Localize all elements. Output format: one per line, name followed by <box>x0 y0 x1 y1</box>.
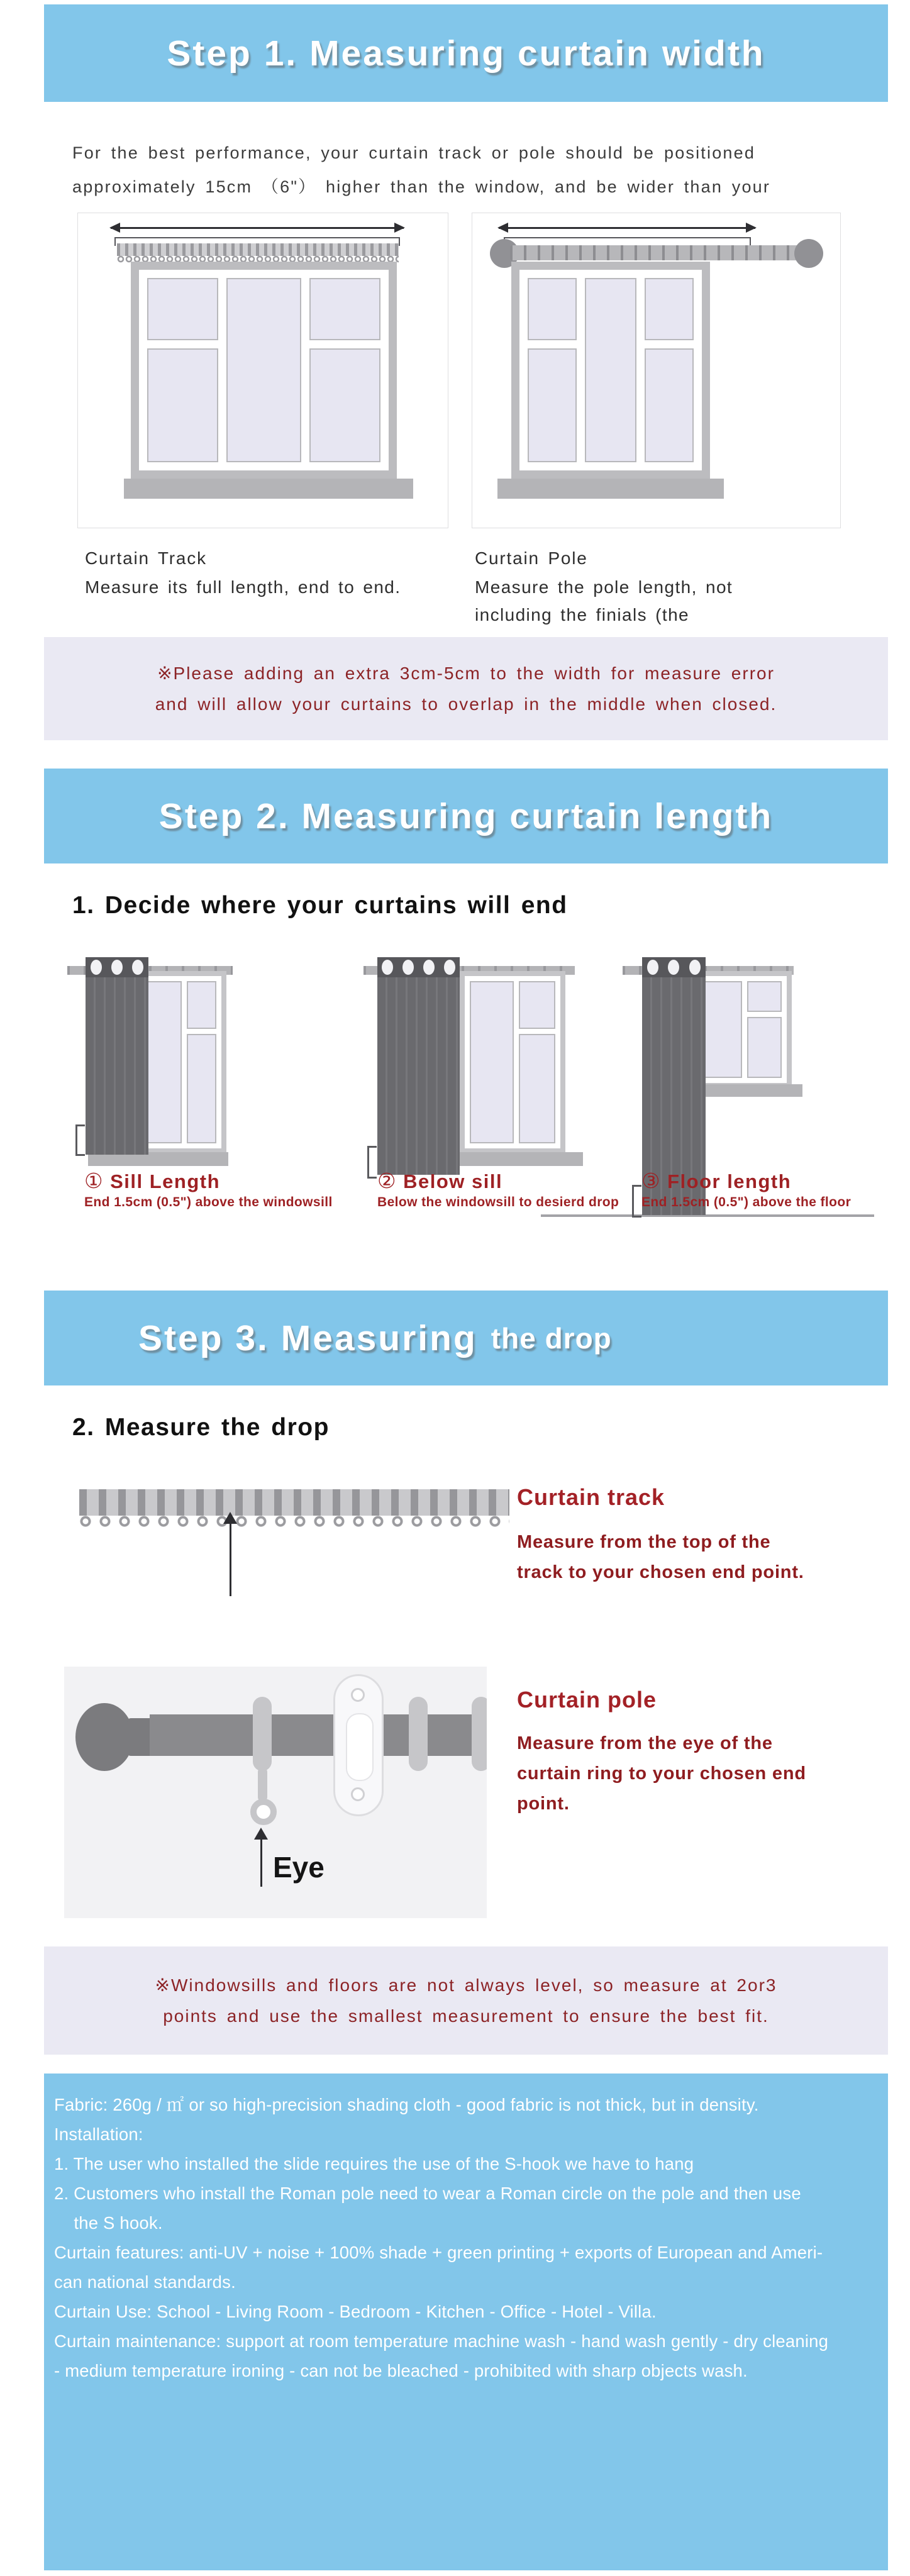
window-graphic <box>691 971 792 1088</box>
track-drop-title: Curtain track <box>517 1484 665 1510</box>
pole-caption-title: Curtain Pole <box>475 548 588 568</box>
footer-line: can national standards. <box>54 2272 236 2292</box>
step3-subheading: 2. Measure the drop <box>72 1414 330 1441</box>
footer-line: Curtain maintenance: support at room temperature machine wash - hand wash gently - dry cleaning <box>54 2331 829 2351</box>
footer-line: 1. The user who installed the slide requires the use of the S-hook we have to hang <box>54 2154 694 2174</box>
grommet-icon <box>423 960 435 975</box>
window-pane <box>585 278 636 462</box>
window-center-column <box>226 278 301 462</box>
footer-line: - medium temperature ironing - can not be bleached - prohibited with sharp objects wash. <box>54 2361 748 2380</box>
footer-line: Installation: <box>54 2124 143 2144</box>
track-caption-title: Curtain Track <box>85 548 207 568</box>
window-pane <box>528 348 577 462</box>
window-pane <box>187 1034 216 1143</box>
pole-drop-title: Curtain pole <box>517 1687 657 1713</box>
step3-header-band <box>44 1291 888 1385</box>
step2-header-band <box>44 769 888 863</box>
footer-line: Curtain Use: School - Living Room - Bedroom - Kitchen - Office - Hotel - Villa. <box>54 2302 657 2321</box>
step2-subheading: 1. Decide where your curtains will end <box>72 892 568 919</box>
eye-label: Eye <box>273 1851 325 1884</box>
curtain-ring <box>409 1697 428 1771</box>
floor-line <box>541 1214 874 1217</box>
eye-arrow-icon <box>254 1828 268 1840</box>
windowsill <box>497 479 724 499</box>
window-pane <box>187 981 216 1029</box>
curtain-pole-photo <box>64 1667 487 1918</box>
pole-bar <box>150 1714 487 1756</box>
grommet-icon <box>689 960 701 975</box>
window-pane <box>528 278 577 340</box>
footer-line: 2. Customers who install the Roman pole need to wear a Roman circle on the pole and then use <box>54 2184 801 2203</box>
pole-finial-right <box>794 239 823 268</box>
width-note-box <box>44 637 888 740</box>
grommet-icon <box>647 960 658 975</box>
grommet-icon <box>444 960 455 975</box>
footer-line: the S hook. <box>54 2213 163 2233</box>
measure-end-mark <box>632 1185 641 1218</box>
curtain-pole-diagram <box>472 213 841 528</box>
window-graphic <box>136 971 226 1153</box>
step1-intro-line2: approximately 15cm （6"） higher than the window, and be wider than your <box>72 177 771 196</box>
window-pane <box>747 1017 782 1078</box>
pole-finial <box>75 1703 133 1771</box>
option1-desc: End 1.5cm (0.5") above the windowsill <box>84 1195 333 1209</box>
width-arrow-icon <box>499 227 755 229</box>
step1-intro-line1: For the best performance, your curtain track or pole should be positioned <box>72 143 756 162</box>
curtain-track-graphic <box>79 1489 509 1516</box>
eye-arrow-line <box>260 1839 262 1887</box>
window-pane <box>645 278 694 340</box>
window-graphic <box>511 262 710 479</box>
level-note-box <box>44 1946 888 2055</box>
track-drop-desc-line2: track to your chosen end point. <box>517 1562 804 1582</box>
width-note-line1: ※Please adding an extra 3cm-5cm to the width for measure error <box>157 663 775 683</box>
grommet-icon <box>382 960 393 975</box>
window-pane <box>147 278 218 340</box>
width-arrow-icon <box>111 227 404 229</box>
measure-end-mark <box>367 1146 377 1179</box>
window-center-column <box>585 278 636 462</box>
window-pane <box>147 348 218 462</box>
curtain-grommet-strip <box>86 957 148 977</box>
option1-title: ① Sill Length <box>84 1169 221 1192</box>
up-arrow-line <box>230 1523 231 1596</box>
grommet-icon <box>111 960 123 975</box>
measure-end-mark <box>75 1124 85 1156</box>
track-caption-desc: Measure its full length, end to end. <box>85 577 401 597</box>
window-pane <box>747 981 782 1012</box>
level-note-line2: points and use the smallest measurement to ensure the best fit. <box>163 2006 769 2026</box>
window-pane <box>309 348 380 462</box>
window-pane <box>645 348 694 462</box>
footer-line: Fabric: 260g / ㎡ or so high-precision shading cloth - good fabric is not thick, but in density. <box>54 2095 759 2114</box>
windowsill <box>444 1152 583 1166</box>
curtain-pole-graphic <box>510 245 801 260</box>
pole-drop-desc-line3: point. <box>517 1794 570 1814</box>
grommet-icon <box>132 960 143 975</box>
grommet-icon <box>91 960 102 975</box>
window-pane <box>309 278 380 340</box>
curtain-track-graphic <box>117 243 399 256</box>
windowsill <box>124 479 413 499</box>
pole-drop-desc-line2: curtain ring to your chosen end <box>517 1763 806 1784</box>
curtain-grommet-strip <box>377 957 460 977</box>
bracket-slot <box>346 1713 374 1781</box>
track-hooks <box>79 1516 509 1528</box>
track-drop-desc-line1: Measure from the top of the <box>517 1532 771 1552</box>
grommet-icon <box>668 960 679 975</box>
pole-caption-desc-line2: including the finials (the <box>475 605 690 625</box>
measure-bracket <box>504 237 751 246</box>
footer-line: Curtain features: anti-UV + noise + 100% shade + green printing + exports of European and Ameri- <box>54 2243 823 2262</box>
bracket-screw <box>351 1688 365 1702</box>
option2-desc: Below the windowsill to desierd drop <box>377 1195 619 1209</box>
level-note-line1: ※Windowsills and floors are not always level, so measure at 2or3 <box>155 1975 777 1995</box>
grommet-icon <box>402 960 414 975</box>
width-note-line2: and will allow your curtains to overlap in the middle when closed. <box>155 694 777 714</box>
window-pane <box>470 981 514 1143</box>
window-graphic <box>460 971 565 1153</box>
option2-title: ② Below sill <box>377 1169 503 1192</box>
option3-desc: End 1.5cm (0.5") above the floor <box>641 1195 852 1209</box>
window-pane <box>519 981 555 1029</box>
step1-header-title: Step 1. Measuring curtain width <box>167 33 765 74</box>
curtain-ring <box>253 1697 272 1771</box>
step3-header-subtitle: the drop <box>491 1321 612 1355</box>
window-pane <box>226 278 301 462</box>
window-left-column <box>147 278 218 462</box>
option1-number: ① <box>84 1169 104 1192</box>
curtain-panel <box>377 957 460 1175</box>
product-details-box <box>44 2074 888 2570</box>
step1-header-band <box>44 4 888 102</box>
window-pane <box>147 981 182 1143</box>
option2-number: ② <box>377 1169 397 1192</box>
curtain-grommet-strip <box>642 957 706 977</box>
ring-tail <box>258 1767 267 1802</box>
window-right-column <box>645 278 694 462</box>
window-right-column <box>309 278 380 462</box>
pole-drop-desc-line1: Measure from the eye of the <box>517 1733 773 1753</box>
pole-caption-desc-line1: Measure the pole length, not <box>475 577 733 597</box>
curtain-track-diagram <box>77 213 448 528</box>
curtain-panel <box>86 957 148 1155</box>
curtain-ring <box>472 1697 487 1771</box>
option3-title: ③ Floor length <box>641 1169 792 1192</box>
bracket-screw <box>351 1787 365 1801</box>
step3-header-title: Step 3. Measuring <box>138 1318 477 1358</box>
window-pane <box>701 981 742 1078</box>
ring-eye <box>250 1799 277 1825</box>
step2-header-title: Step 2. Measuring curtain length <box>158 796 774 836</box>
window-graphic <box>131 262 397 479</box>
window-pane <box>519 1034 555 1143</box>
option3-number: ③ <box>641 1169 662 1192</box>
window-left-column <box>528 278 577 462</box>
up-arrow-icon <box>223 1512 237 1524</box>
